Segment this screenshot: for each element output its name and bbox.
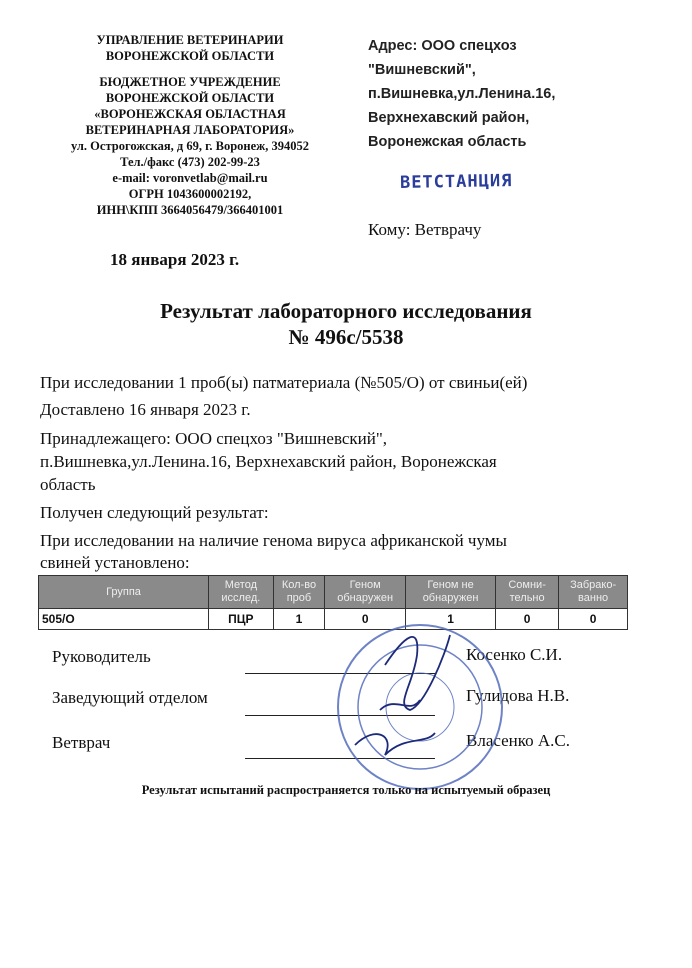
cell-sample-count: 1 bbox=[273, 609, 324, 630]
cell-not-detected: 1 bbox=[406, 609, 496, 630]
body-line: При исследовании 1 проб(ы) патматериала (№505/О) от свиньи(ей) bbox=[40, 373, 528, 392]
signature-role: Ветврач bbox=[52, 733, 111, 752]
signature-role: Руководитель bbox=[52, 647, 151, 666]
header-line: e-mail: voronvetlab@mail.ru bbox=[112, 171, 268, 185]
official-seal bbox=[325, 615, 515, 795]
column-header: Группа bbox=[39, 576, 209, 609]
cell-doubtful: 0 bbox=[496, 609, 559, 630]
organization-header bbox=[40, 32, 340, 218]
header-line: БЮДЖЕТНОЕ УЧРЕЖДЕНИЕ bbox=[99, 75, 281, 89]
recipient: Кому: Ветврачу bbox=[368, 220, 482, 239]
recipient-address bbox=[368, 34, 555, 154]
column-header: Геном обнаружен bbox=[325, 576, 406, 609]
header-line: ул. Острогожская, д 69, г. Воронеж, 394052 bbox=[70, 139, 309, 153]
address-line: "Вишневский", bbox=[368, 62, 476, 78]
header-line: Тел./факс (473) 202-99-23 bbox=[120, 155, 260, 169]
header-line: ИНН\КПП 3664056479/366401001 bbox=[96, 203, 284, 217]
body-line: свиней установлено: bbox=[40, 553, 190, 572]
header-line: ВОРОНЕЖСКОЙ ОБЛАСТИ bbox=[105, 91, 275, 105]
header-line bbox=[40, 64, 340, 74]
header-line: ВОРОНЕЖСКОЙ ОБЛАСТИ bbox=[105, 49, 275, 63]
column-header: Геном не обнаружен bbox=[406, 576, 496, 609]
body-line: Получен следующий результат: bbox=[40, 503, 269, 522]
signatory-name: Гулидова Н.В. bbox=[466, 686, 570, 705]
document-number: № 496с/5538 bbox=[288, 325, 404, 349]
document-title bbox=[0, 298, 692, 350]
column-header: Забрако-ванно bbox=[559, 576, 628, 609]
signatory-name: Косенко С.И. bbox=[466, 645, 563, 664]
column-header: Кол-во проб bbox=[273, 576, 324, 609]
cell-rejected: 0 bbox=[559, 609, 628, 630]
document-date: 18 января 2023 г. bbox=[110, 250, 240, 269]
signature-role: Заведующий отделом bbox=[52, 688, 208, 707]
vetstation-stamp: ВЕТСТАНЦИЯ bbox=[399, 171, 513, 193]
body-line: При исследовании на наличие генома вируса африканской чумы bbox=[40, 531, 507, 550]
signatory-name: Власенко А.С. bbox=[466, 731, 571, 750]
body-line: Принадлежащего: ООО спецхоз "Вишневский", bbox=[40, 429, 388, 448]
footer-note: Результат испытаний распространяется только на испытуемый образец bbox=[141, 783, 551, 797]
header-line: ОГРН 1043600002192, bbox=[128, 187, 252, 201]
cell-group: 505/О bbox=[39, 609, 209, 630]
address-line: Воронежская область bbox=[368, 134, 527, 150]
body-line: область bbox=[40, 475, 96, 494]
title-line: Результат лабораторного исследования bbox=[160, 299, 532, 323]
header-line: УПРАВЛЕНИЕ ВЕТЕРИНАРИИ bbox=[96, 33, 284, 47]
address-line: Верхнехавский район, bbox=[368, 110, 530, 126]
header-line: «ВОРОНЕЖСКАЯ ОБЛАСТНАЯ bbox=[94, 107, 286, 121]
cell-method: ПЦР bbox=[209, 609, 274, 630]
body-line: Доставлено 16 января 2023 г. bbox=[40, 400, 251, 419]
address-line: п.Вишневка,ул.Ленина.16, bbox=[368, 86, 556, 102]
column-header: Сомни-тельно bbox=[496, 576, 559, 609]
body-line: п.Вишневка,ул.Ленина.16, Верхнехавский район, Воронежская bbox=[40, 452, 497, 471]
column-header: Метод исслед. bbox=[209, 576, 274, 609]
address-line: Адрес: ООО спецхоз bbox=[368, 38, 517, 54]
cell-detected: 0 bbox=[325, 609, 406, 630]
header-line: ВЕТЕРИНАРНАЯ ЛАБОРАТОРИЯ» bbox=[85, 123, 295, 137]
